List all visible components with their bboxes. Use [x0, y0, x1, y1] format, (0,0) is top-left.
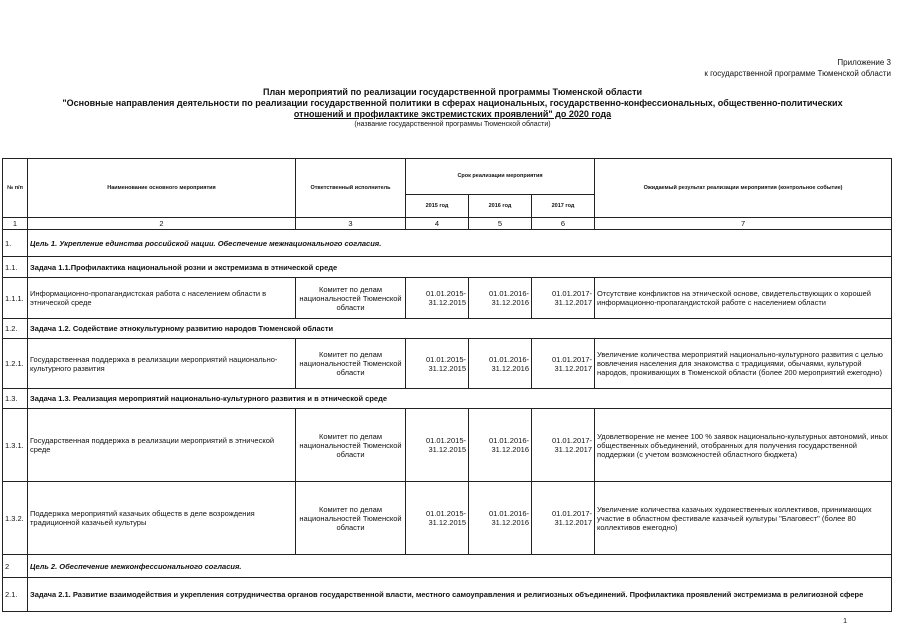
document-title	[0, 86, 905, 130]
activity-row	[3, 482, 892, 555]
row-num: 1.3.1.	[3, 409, 28, 482]
period-2017: 01.01.2017-31.12.2017	[532, 409, 595, 482]
header-2016: 2016 год	[469, 195, 532, 218]
period-2016: 01.01.2016-31.12.2016	[469, 482, 532, 555]
goal-text: Цель 2. Обеспечение межконфессионального согласия.	[30, 561, 242, 571]
goal-text: Цель 1. Укрепление единства российской нации. Обеспечение межнационального согласия.	[30, 238, 382, 248]
period-2016: 01.01.2016-31.12.2016	[469, 409, 532, 482]
row-num: 1.2.1.	[3, 339, 28, 389]
col-number: 4	[406, 218, 469, 230]
activity-name: Государственная поддержка в реализации мероприятий в этнической среде	[28, 409, 296, 482]
activity-name: Информационно-пропагандистская работа с населением области в этнической среде	[28, 278, 296, 319]
annex-note	[704, 57, 891, 79]
column-numbers-row	[3, 218, 892, 230]
title-line-3: отношений и профилактике экстремистских проявлений" до 2020 года	[293, 109, 612, 119]
task-text: Задача 1.2. Содействие этнокультурному развитию народов Тюменской области	[28, 319, 892, 339]
task-row	[3, 389, 892, 409]
period-2015: 01.01.2015-31.12.2015	[406, 339, 469, 389]
period-2017: 01.01.2017-31.12.2017	[532, 339, 595, 389]
period-2015: 01.01.2015-31.12.2015	[406, 278, 469, 319]
col-number: 5	[469, 218, 532, 230]
task-text: Задача 1.3. Реализация мероприятий национально-культурного развития и в этнической среде	[28, 389, 892, 409]
page-number: 1	[843, 618, 847, 625]
col-number: 1	[3, 218, 28, 230]
task-row	[3, 319, 892, 339]
row-num: 2.1.	[3, 578, 28, 612]
period-2015: 01.01.2015-31.12.2015	[406, 409, 469, 482]
header-2017: 2017 год	[532, 195, 595, 218]
goal-row	[3, 230, 892, 257]
activity-result: Увеличение количества казачьих художественных коллективов, принимающих участие в областном фестивале казачьей культуры "Благовест" (более 80 коллективов ежегодно)	[595, 482, 892, 555]
annex-line-2: к государственной программе Тюменской области	[704, 69, 891, 78]
activity-result: Удовлетворение не менее 100 % заявок национально-культурных автономий, иных общественных объединений, отобранных для получения государственной поддержки (с учетом возможностей областного бюджета)	[595, 409, 892, 482]
task-row	[3, 257, 892, 278]
row-num: 1.1.1.	[3, 278, 28, 319]
header-2015: 2015 год	[406, 195, 469, 218]
annex-line-1: Приложение 3	[837, 58, 891, 67]
period-2017: 01.01.2017-31.12.2017	[532, 278, 595, 319]
header-row	[3, 159, 892, 195]
period-2016: 01.01.2016-31.12.2016	[469, 278, 532, 319]
period-2016: 01.01.2016-31.12.2016	[469, 339, 532, 389]
title-caption: (название государственной программы Тюменской области)	[354, 121, 551, 128]
activity-row	[3, 278, 892, 319]
task-row	[3, 578, 892, 612]
activity-row	[3, 409, 892, 482]
title-line-1: План мероприятий по реализации государственной программы Тюменской области	[262, 87, 643, 97]
task-text: Задача 1.1.Профилактика национальной розни и экстремизма в этнической среде	[28, 257, 892, 278]
activity-executor: Комитет по делам национальностей Тюменской области	[296, 409, 406, 482]
activity-result: Отсутствие конфликтов на этнической основе, свидетельствующих о хорошей информационно-пропагандистской работе с населением области	[595, 278, 892, 319]
header-result: Ожидаемый результат реализации мероприятия (контрольное событие)	[595, 159, 892, 218]
activity-executor: Комитет по делам национальностей Тюменской области	[296, 278, 406, 319]
col-number: 3	[296, 218, 406, 230]
title-line-2: "Основные направления деятельности по реализации государственной политики в сферах национальных, государственно-конфессиональных, общественно-политических	[62, 98, 843, 108]
row-num: 1.3.	[3, 389, 28, 409]
period-2015: 01.01.2015-31.12.2015	[406, 482, 469, 555]
row-num: 1.1.	[3, 257, 28, 278]
header-name: Наименование основного мероприятия	[28, 159, 296, 218]
activity-row	[3, 339, 892, 389]
header-executor: Ответственный исполнитель	[296, 159, 406, 218]
activity-result: Увеличение количества мероприятий национально-культурного развития с целью вовлечения населения для знакомства с традициями, обычаями, культурой народов, проживающих в Тюменской области (более 200 мероприятий ежегодно)	[595, 339, 892, 389]
col-number: 7	[595, 218, 892, 230]
goal-row	[3, 555, 892, 578]
period-2017: 01.01.2017-31.12.2017	[532, 482, 595, 555]
row-num: 2	[3, 555, 28, 578]
task-text: Задача 2.1. Развитие взаимодействия и укрепления сотрудничества органов государственной власти, местного самоуправления и религиозных объединений. Профилактика проявлений экстремизма в религиозной сфере	[28, 578, 892, 612]
activity-name: Государственная поддержка в реализации мероприятий национально-культурного развития	[28, 339, 296, 389]
activity-executor: Комитет по делам национальностей Тюменской области	[296, 482, 406, 555]
row-num: 1.3.2.	[3, 482, 28, 555]
plan-table	[2, 158, 892, 612]
header-num: № п/п	[3, 159, 28, 218]
activity-name: Поддержка мероприятий казачьих обществ в деле возрождения традиционной казачьей культуры	[28, 482, 296, 555]
activity-executor: Комитет по делам национальностей Тюменской области	[296, 339, 406, 389]
col-number: 2	[28, 218, 296, 230]
col-number: 6	[532, 218, 595, 230]
row-num: 1.2.	[3, 319, 28, 339]
header-period: Срок реализации мероприятия	[406, 159, 595, 195]
row-num: 1.	[3, 230, 28, 257]
